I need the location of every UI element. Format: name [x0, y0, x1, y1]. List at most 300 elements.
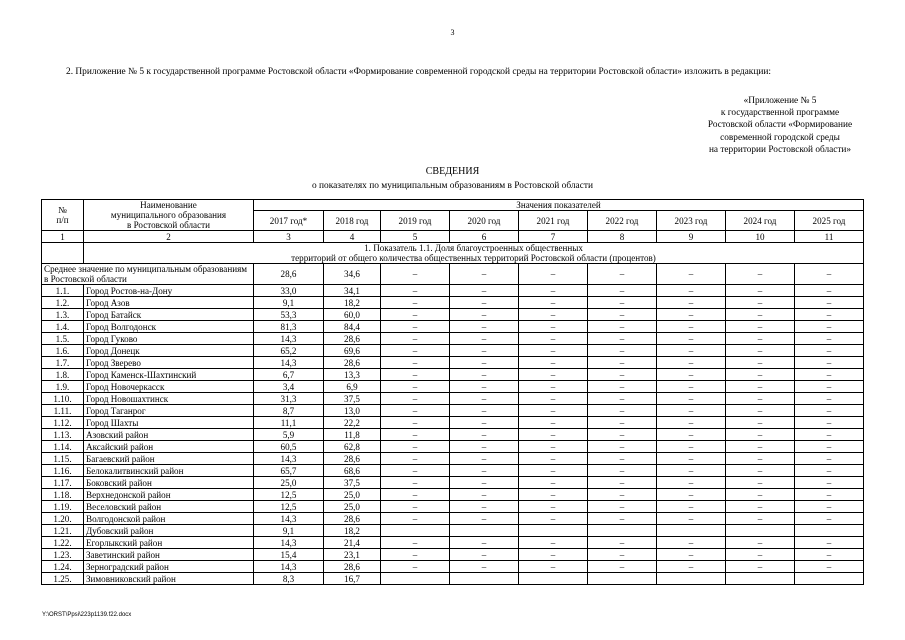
value-empty: – [519, 429, 588, 441]
row-number: 1.17. [42, 477, 84, 489]
value-empty: – [795, 264, 864, 285]
value-empty: – [519, 489, 588, 501]
value-2017: 65,7 [254, 465, 324, 477]
document-title: СВЕДЕНИЯ [425, 166, 480, 177]
value-empty: – [588, 465, 657, 477]
header-year: 2020 год [450, 211, 519, 231]
row-number: 1.12. [42, 417, 84, 429]
table-row [42, 573, 864, 585]
header-year: 2024 год [726, 211, 795, 231]
value-2018: 23,1 [324, 549, 381, 561]
value-2017: 14,3 [254, 561, 324, 573]
value-empty: – [795, 405, 864, 417]
value-empty: – [519, 357, 588, 369]
value-empty: – [450, 297, 519, 309]
row-name: Город Волгодонск [84, 321, 254, 333]
value-empty: – [657, 369, 726, 381]
table-row [42, 357, 864, 369]
value-2018: 22,2 [324, 417, 381, 429]
value-empty: – [795, 561, 864, 573]
value-empty: – [726, 453, 795, 465]
row-number: 1.11. [42, 405, 84, 417]
value-empty [381, 525, 450, 537]
average-label: Среднее значение по муниципальным образованиям в Ростовской области [42, 264, 254, 285]
value-2017: 14,3 [254, 333, 324, 345]
row-name: Егорлыкский район [84, 537, 254, 549]
row-name: Город Батайск [84, 309, 254, 321]
value-2018: 60,0 [324, 309, 381, 321]
row-name: Азовский район [84, 429, 254, 441]
value-empty: – [381, 513, 450, 525]
value-empty: – [588, 321, 657, 333]
value-empty: – [657, 501, 726, 513]
value-empty: – [726, 441, 795, 453]
appendix-line: на территории Ростовской области» [708, 144, 852, 155]
value-empty: – [519, 297, 588, 309]
row-number: 1.6. [42, 345, 84, 357]
value-empty: – [450, 321, 519, 333]
column-number: 8 [588, 231, 657, 243]
row-name: Белокалитвинский район [84, 465, 254, 477]
value-empty: – [795, 321, 864, 333]
value-empty: – [795, 501, 864, 513]
value-empty [450, 573, 519, 585]
row-name: Зимовниковский район [84, 573, 254, 585]
value-empty: – [588, 477, 657, 489]
value-empty: – [795, 369, 864, 381]
value-empty: – [588, 309, 657, 321]
value-empty: – [726, 393, 795, 405]
header-name: Наименование муниципального образования в Ростовской области [84, 200, 254, 231]
row-number: 1.1. [42, 285, 84, 297]
value-empty: – [726, 501, 795, 513]
value-empty: – [519, 417, 588, 429]
value-empty: – [588, 369, 657, 381]
value-empty: – [726, 264, 795, 285]
row-number: 1.4. [42, 321, 84, 333]
value-empty [381, 573, 450, 585]
row-name: Багаевский район [84, 453, 254, 465]
row-number: 1.9. [42, 381, 84, 393]
value-empty: – [657, 561, 726, 573]
value-2017: 8,3 [254, 573, 324, 585]
value-2018: 34,1 [324, 285, 381, 297]
value-empty: – [588, 285, 657, 297]
value-empty: – [450, 393, 519, 405]
column-number: 11 [795, 231, 864, 243]
value-empty: – [588, 561, 657, 573]
section-spacer [42, 243, 84, 264]
table-row [42, 489, 864, 501]
value-2018: 84,4 [324, 321, 381, 333]
value-empty: – [657, 549, 726, 561]
value-empty: – [657, 405, 726, 417]
table-row [42, 441, 864, 453]
row-name: Город Каменск-Шахтинский [84, 369, 254, 381]
value-empty: – [795, 513, 864, 525]
value-empty: – [657, 441, 726, 453]
value-empty [519, 573, 588, 585]
value-empty: – [726, 561, 795, 573]
value-empty: – [381, 537, 450, 549]
value-empty: – [726, 381, 795, 393]
row-name: Веселовский район [84, 501, 254, 513]
row-number: 1.7. [42, 357, 84, 369]
value-empty: – [657, 357, 726, 369]
page-number: 3 [450, 28, 455, 37]
value-empty: – [588, 537, 657, 549]
value-empty: – [795, 297, 864, 309]
value-empty: – [450, 489, 519, 501]
row-number: 1.23. [42, 549, 84, 561]
value-empty: – [588, 333, 657, 345]
row-name: Город Таганрог [84, 405, 254, 417]
value-empty: – [657, 381, 726, 393]
value-empty: – [657, 297, 726, 309]
value-empty: – [519, 264, 588, 285]
value-empty: – [450, 417, 519, 429]
value-empty: – [450, 345, 519, 357]
value-empty: – [381, 549, 450, 561]
row-name: Заветинский район [84, 549, 254, 561]
value-2017: 33,0 [254, 285, 324, 297]
value-empty: – [795, 357, 864, 369]
value-empty: – [726, 477, 795, 489]
value-empty: – [795, 309, 864, 321]
value-empty: – [381, 357, 450, 369]
file-path: Y:\ORST\Ppsi\223p1139.f22.docx [42, 612, 132, 618]
value-empty: – [588, 441, 657, 453]
value-2018: 25,0 [324, 501, 381, 513]
header-year: 2017 год* [254, 211, 324, 231]
value-2017: 14,3 [254, 537, 324, 549]
value-empty: – [726, 333, 795, 345]
value-empty: – [381, 465, 450, 477]
value-empty: – [381, 309, 450, 321]
value-2017: 53,3 [254, 309, 324, 321]
table-row [42, 537, 864, 549]
row-name: Верхнедонской район [84, 489, 254, 501]
value-empty: – [519, 369, 588, 381]
value-empty: – [450, 537, 519, 549]
appendix-line: к государственной программе [720, 108, 840, 119]
value-empty: – [450, 429, 519, 441]
value-empty: – [657, 417, 726, 429]
value-empty: – [381, 441, 450, 453]
value-empty: – [657, 477, 726, 489]
value-empty: – [795, 429, 864, 441]
row-name: Город Ростов-на-Дону [84, 285, 254, 297]
value-empty: – [726, 345, 795, 357]
header-num: № п/п [42, 200, 84, 231]
value-empty: – [381, 345, 450, 357]
row-number: 1.21. [42, 525, 84, 537]
value-2017: 31,3 [254, 393, 324, 405]
value-empty: – [519, 321, 588, 333]
row-number: 1.8. [42, 369, 84, 381]
value-empty: – [726, 321, 795, 333]
value-empty: – [381, 477, 450, 489]
appendix-line: современной городской среды [720, 132, 840, 143]
value-empty: – [450, 264, 519, 285]
value-empty: – [519, 465, 588, 477]
column-number: 10 [726, 231, 795, 243]
row-name: Аксайский район [84, 441, 254, 453]
value-empty: – [657, 333, 726, 345]
value-empty: – [726, 369, 795, 381]
value-empty: – [381, 369, 450, 381]
row-number: 1.5. [42, 333, 84, 345]
value-2017: 14,3 [254, 357, 324, 369]
value-empty: – [657, 513, 726, 525]
row-name: Дубовский район [84, 525, 254, 537]
value-empty: – [519, 441, 588, 453]
value-empty: – [381, 393, 450, 405]
value-empty: – [450, 513, 519, 525]
row-number: 1.24. [42, 561, 84, 573]
value-empty: – [726, 537, 795, 549]
value-2017: 12,5 [254, 501, 324, 513]
value-empty: – [795, 333, 864, 345]
column-number: 2 [84, 231, 254, 243]
value-empty: – [519, 513, 588, 525]
value-empty: – [795, 417, 864, 429]
header-year: 2021 год [519, 211, 588, 231]
value-empty: – [726, 489, 795, 501]
value-empty: – [657, 537, 726, 549]
row-name: Город Шахты [84, 417, 254, 429]
value-empty: – [381, 417, 450, 429]
value-2018: 37,5 [324, 393, 381, 405]
value-empty: – [450, 357, 519, 369]
value-empty: – [381, 453, 450, 465]
row-number: 1.20. [42, 513, 84, 525]
value-empty [657, 525, 726, 537]
column-number: 6 [450, 231, 519, 243]
value-empty: – [588, 393, 657, 405]
value-empty: – [450, 441, 519, 453]
value-2017: 6,7 [254, 369, 324, 381]
value-empty: – [726, 405, 795, 417]
header-year: 2019 год [381, 211, 450, 231]
value-2018: 13,3 [324, 369, 381, 381]
row-name: Город Донецк [84, 345, 254, 357]
indicators-table [41, 199, 864, 585]
value-empty: – [381, 429, 450, 441]
table-row [42, 333, 864, 345]
column-number: 5 [381, 231, 450, 243]
table-row [42, 417, 864, 429]
value-empty: – [657, 321, 726, 333]
value-2017: 14,3 [254, 513, 324, 525]
value-empty: – [588, 381, 657, 393]
row-number: 1.14. [42, 441, 84, 453]
value-empty: – [519, 501, 588, 513]
value-empty: – [588, 513, 657, 525]
value-empty: – [795, 441, 864, 453]
intro-paragraph: 2. Приложение № 5 к государственной программе Ростовской области «Формирование современной городской среды на территории Ростовской области» изложить в редакции: [66, 67, 771, 77]
value-2017: 28,6 [254, 264, 324, 285]
value-2018: 62,8 [324, 441, 381, 453]
value-2017: 14,3 [254, 453, 324, 465]
value-empty [588, 573, 657, 585]
appendix-header [660, 95, 900, 156]
value-2017: 25,0 [254, 477, 324, 489]
value-empty: – [381, 489, 450, 501]
row-name: Боковский район [84, 477, 254, 489]
value-empty: – [726, 357, 795, 369]
value-empty: – [450, 309, 519, 321]
value-empty: – [726, 549, 795, 561]
value-2017: 11,1 [254, 417, 324, 429]
value-empty: – [381, 285, 450, 297]
value-empty: – [381, 381, 450, 393]
value-empty: – [726, 285, 795, 297]
document-subtitle: о показателях по муниципальным образованиям в Ростовской области [312, 181, 593, 191]
value-empty: – [657, 285, 726, 297]
value-empty: – [726, 465, 795, 477]
row-name: Город Новошахтинск [84, 393, 254, 405]
table-row [42, 321, 864, 333]
value-empty: – [519, 477, 588, 489]
table-row [42, 429, 864, 441]
value-empty: – [795, 453, 864, 465]
value-2017: 9,1 [254, 297, 324, 309]
header-values-group: Значения показателей [254, 200, 864, 211]
value-2018: 25,0 [324, 489, 381, 501]
value-2018: 18,2 [324, 525, 381, 537]
row-number: 1.13. [42, 429, 84, 441]
value-empty [795, 573, 864, 585]
value-empty: – [588, 501, 657, 513]
row-name: Город Новочеркасск [84, 381, 254, 393]
row-number: 1.2. [42, 297, 84, 309]
value-empty: – [588, 429, 657, 441]
value-empty: – [657, 264, 726, 285]
value-empty: – [726, 309, 795, 321]
value-empty: – [726, 297, 795, 309]
value-empty: – [588, 357, 657, 369]
table-row [42, 465, 864, 477]
value-2018: 21,4 [324, 537, 381, 549]
value-empty: – [588, 453, 657, 465]
value-empty: – [381, 321, 450, 333]
value-empty: – [450, 465, 519, 477]
value-empty: – [450, 285, 519, 297]
column-number: 9 [657, 231, 726, 243]
value-empty [657, 573, 726, 585]
row-name: Город Азов [84, 297, 254, 309]
value-empty [726, 573, 795, 585]
row-name: Зерноградский район [84, 561, 254, 573]
value-empty: – [657, 465, 726, 477]
value-2018: 28,6 [324, 561, 381, 573]
value-2018: 28,6 [324, 513, 381, 525]
table-row [42, 309, 864, 321]
value-empty: – [795, 489, 864, 501]
value-2018: 13,0 [324, 405, 381, 417]
value-empty: – [657, 489, 726, 501]
column-number: 3 [254, 231, 324, 243]
column-number: 4 [324, 231, 381, 243]
appendix-line: Ростовской области «Формирование [707, 120, 853, 131]
value-empty: – [795, 477, 864, 489]
table-row [42, 525, 864, 537]
table-row [42, 405, 864, 417]
value-empty: – [519, 333, 588, 345]
header-year: 2022 год [588, 211, 657, 231]
value-empty: – [450, 549, 519, 561]
table-row [42, 381, 864, 393]
row-name: Город Зверево [84, 357, 254, 369]
row-number: 1.16. [42, 465, 84, 477]
value-empty: – [381, 333, 450, 345]
value-empty: – [450, 561, 519, 573]
value-2018: 28,6 [324, 453, 381, 465]
value-empty: – [381, 264, 450, 285]
value-empty: – [519, 345, 588, 357]
table-row [42, 345, 864, 357]
value-empty: – [657, 393, 726, 405]
value-empty: – [519, 309, 588, 321]
value-empty: – [588, 549, 657, 561]
value-2018: 69,6 [324, 345, 381, 357]
value-empty: – [450, 381, 519, 393]
value-empty: – [519, 537, 588, 549]
table-row [42, 369, 864, 381]
value-2018: 18,2 [324, 297, 381, 309]
value-empty [519, 525, 588, 537]
value-empty [450, 525, 519, 537]
value-empty: – [795, 465, 864, 477]
value-2018: 6,9 [324, 381, 381, 393]
value-2017: 12,5 [254, 489, 324, 501]
table-row [42, 285, 864, 297]
value-empty: – [795, 285, 864, 297]
value-2018: 28,6 [324, 357, 381, 369]
header-row [42, 200, 864, 211]
value-empty: – [519, 549, 588, 561]
value-empty: – [795, 393, 864, 405]
value-empty: – [657, 453, 726, 465]
average-row [42, 264, 864, 285]
value-empty: – [795, 345, 864, 357]
value-empty: – [795, 537, 864, 549]
table-row [42, 393, 864, 405]
section-row [42, 243, 864, 264]
column-number: 1 [42, 231, 84, 243]
value-empty: – [450, 477, 519, 489]
appendix-line: «Приложение № 5 [743, 96, 817, 106]
value-empty: – [726, 513, 795, 525]
row-number: 1.25. [42, 573, 84, 585]
value-empty: – [519, 561, 588, 573]
value-2017: 15,4 [254, 549, 324, 561]
row-number: 1.15. [42, 453, 84, 465]
section-title: 1. Показатель 1.1. Доля благоустроенных общественных территорий от общего количества общественных территорий Ростовской области (процентов) [84, 243, 864, 264]
value-2018: 11,8 [324, 429, 381, 441]
value-2017: 9,1 [254, 525, 324, 537]
value-2017: 5,9 [254, 429, 324, 441]
value-2017: 60,5 [254, 441, 324, 453]
row-name: Волгодонской район [84, 513, 254, 525]
value-empty: – [657, 345, 726, 357]
value-empty: – [726, 429, 795, 441]
header-year: 2023 год [657, 211, 726, 231]
value-empty: – [450, 369, 519, 381]
table-row [42, 513, 864, 525]
row-number: 1.10. [42, 393, 84, 405]
